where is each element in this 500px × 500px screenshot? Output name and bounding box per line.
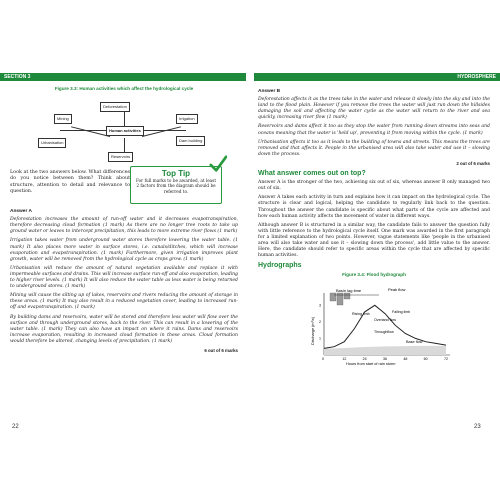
top-tip-box (130, 166, 222, 204)
x-tick-label: 12 (342, 357, 347, 362)
top-tip-title: Top Tip (161, 169, 191, 179)
y-axis-label: Discharge (m³/s) (311, 317, 315, 346)
answer-a-label: Answer A (10, 209, 32, 215)
answer-a-paragraph: By building dams and reservoirs, water will be stored and therefore less water will flow over the surface and through underground stores, back to the river. This can result in a lowering of the water table. (1 mark) They can also have an impact on where it rains. Dams and reservoirs increase evaporation, resulting in increased cloud formation in these areas. Cloud formation would therefore be altered, changing levels of precipitation. (1 mark) (10, 314, 238, 344)
base-flow-area (324, 346, 446, 355)
x-tick-label: 72 (444, 357, 448, 362)
label-falling-limb: Falling limb (392, 310, 411, 315)
rainfall-bar (330, 293, 336, 301)
comparison-heading: What answer comes out on top? (258, 170, 366, 178)
right-page (258, 86, 490, 426)
node-dam-building: Dam building (176, 136, 205, 146)
comparison-paragraph: Answer A is the stronger of the two, achieving six out of six, whereas answer B only managed two out of six. (258, 180, 490, 192)
x-tick-label: 48 (403, 357, 408, 362)
check-mark-icon (209, 155, 227, 173)
intro-text: Look at the two answers below. What differences do you notice between them? Think about structure, attention to detail and relevance to question. (10, 170, 130, 194)
label-overland-flow: Overland flow (374, 318, 396, 323)
figure-title: Figure 3.3: Human activities which affect the hydrological cycle (54, 86, 194, 91)
answer-a-paragraph: Urbanisation will reduce the amount of natural vegetation available and replace it with impermeable surfaces and drains. This will increase surface run-off and also evaporation, leading to higher river levels. (1 mark) It will also reduce the water table as less water is being returned to underground stores. (1 mark) (10, 265, 238, 290)
node-deforestation: Deforestation (100, 102, 130, 112)
comparison-paragraph: Although answer B is structured in a similar way, the candidate fails to answer the question fully with little reference to the hydrological cycle itself. One mark was awarded in the first paragraph for a limited explanation of two points. However, vague statements like 'people in the urbanised area will also take water and use it – slowing down the process', add little value to the answer. Here, the candidate should refer to specific areas within the cycle that are affected by specific human activities. (258, 222, 490, 259)
human-activities-diagram (20, 96, 228, 164)
answer-b-paragraph: Deforestation affects it as the trees take in the water and release it slowly into the sky and into the land to the flood plain. However if you remove the trees the water will just run down the hillsides damaging the soil and affecting the water cycle as the water will return to the river and sea quickly, increasing river flow (1 mark) (258, 97, 490, 121)
answer-b-label: Answer B (258, 89, 281, 94)
rainfall-bar (344, 293, 350, 299)
label-throughflow: Throughflow (374, 330, 394, 335)
section-header: SECTION 3 (0, 73, 246, 81)
top-tip-text: For full marks to be awarded, at least 2 factors from the diagram should be referred to. (135, 178, 217, 194)
page-number-right: 23 (474, 424, 481, 430)
y-tick-label: 3 (319, 303, 321, 308)
x-axis-label: Hours from start of rain storm (346, 362, 396, 367)
label-base-flow: Base flow (406, 340, 423, 345)
hydrograph-figure (258, 272, 490, 368)
left-page (10, 86, 238, 426)
answer-a-paragraph: Deforestation increases the amount of run-off water and it decreases evapotranspiration, therefore decreasing cloud formation (1 mark) As there are no longer tree roots to take up ground water or leaves to intercept precipitation, this leads to more extreme river flows (1 mark) (10, 217, 238, 235)
node-human-activities: Human activities (106, 126, 144, 136)
answer-a-paragraph: Irrigation takes water from underground water stores therefore lowering the water table. (1 mark) It also places more water in surface stores, i.e. canals/ditches, which will increase evaporation and evapotranspiration. (1 mark) Furthermore, given irrigation improves plant growth, water will be removed from the hydrological cycle as crops grow. (1 mark) (10, 238, 238, 262)
y-tick-label: 1 (319, 336, 321, 341)
answer-b-paragraph: Reservoirs and dams affect it too as they stop the water from running down streams into seas and oceans meaning that the water is 'held up', preventing it from moving within the cycle. (1 mark) (258, 124, 490, 136)
page-number-left: 22 (12, 424, 19, 430)
x-tick-label: 0 (322, 357, 324, 362)
comparison-paragraph: Answer A takes each activity in turn and explains how it can impact on the hydrological cycle. The structure is clear and logical, helping the candidate to regularly link back to the question. Throughout the answer the candidate is specific about what parts of the cycle are affected and how each human activity affects the movement of water in different ways. (258, 195, 490, 219)
flood-hydrograph-chart (276, 279, 476, 367)
answer-b-marks: 2 out of 6 marks (456, 160, 490, 166)
node-reservoirs: Reservoirs (108, 152, 133, 162)
answer-b-paragraph: Urbanisation affects it too as it leads to the building of towns and streets. This means the trees are removed and that affects it. People in the urbanised area will also take water and use it – slowing down the process. (258, 139, 490, 157)
answer-a-marks: 6 out of 6 marks (204, 347, 238, 353)
intro-row (10, 170, 238, 206)
label-basin-lag: Basin lag time (336, 288, 362, 294)
node-urbanisation: Urbanisation (38, 138, 66, 148)
label-rising-limb: Rising limb (352, 312, 370, 317)
label-peak-flow: Peak flow (388, 287, 406, 293)
x-tick-label: 24 (362, 357, 367, 362)
hydrographs-heading: Hydrographs (258, 262, 302, 270)
discharge-line (324, 306, 446, 349)
topic-header: HYDROSPHERE (254, 73, 500, 81)
node-irrigation: Irrigation (176, 114, 198, 124)
node-mining: Mining (54, 114, 72, 124)
answer-a-paragraph: Mining will cause the silting up of lakes, reservoirs and rivers reducing the amount of storage in these areas. (1 mark) It may also result in a reduced vegetation cover, leading to increased run-off and evapotranspiration. (1 mark) (10, 293, 238, 311)
y-tick-label: 2 (319, 320, 321, 325)
hydrograph-title: Figure 3.4: Flood hydrograph (342, 272, 406, 278)
x-tick-label: 36 (383, 357, 387, 362)
x-tick-label: 60 (423, 357, 428, 362)
